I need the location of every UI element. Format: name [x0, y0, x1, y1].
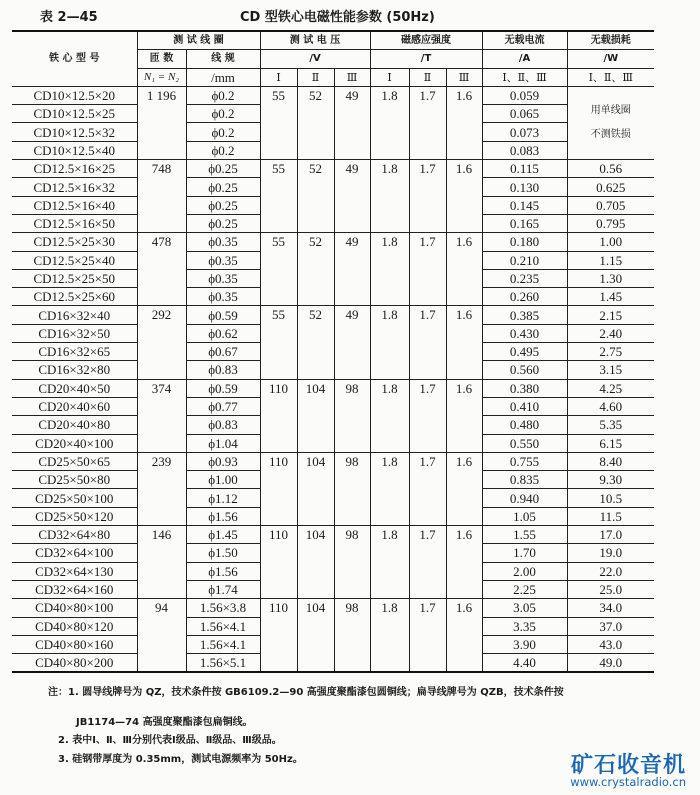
cell-wire-gauge: ϕ0.2	[186, 141, 260, 159]
cell-noload-loss: 19.0	[567, 544, 654, 562]
cell-noload-current: 0.145	[482, 196, 567, 214]
cell-noload-loss: 34.0	[567, 599, 654, 617]
cell-voltage-grade-1: 110	[260, 599, 297, 673]
cell-voltage-grade-3: 49	[334, 233, 370, 306]
cell-core-model: CD10×12.5×20	[12, 86, 137, 104]
header-b-grade-1: Ⅰ	[370, 68, 409, 86]
cell-wire-gauge: ϕ0.2	[186, 123, 260, 141]
cell-voltage-grade-2: 52	[297, 86, 334, 159]
cell-noload-current: 1.70	[482, 544, 567, 562]
cell-noload-loss: 22.0	[567, 562, 654, 580]
header-loss-unit: /W	[567, 50, 654, 68]
cell-noload-loss: 2.75	[567, 343, 654, 361]
cell-wire-gauge: ϕ0.35	[186, 233, 260, 251]
cell-core-model: CD12.5×16×32	[12, 178, 137, 196]
cell-noload-current: 4.40	[482, 654, 567, 673]
cell-wire-gauge: 1.56×5.1	[186, 654, 260, 673]
cell-noload-loss: 0.56	[567, 160, 654, 178]
cell-core-model: CD12.5×25×30	[12, 233, 137, 251]
cell-core-model: CD12.5×16×40	[12, 196, 137, 214]
cell-core-model: CD25×50×100	[12, 489, 137, 507]
cell-noload-loss: 0.705	[567, 196, 654, 214]
cell-voltage-grade-2: 104	[297, 452, 334, 525]
cell-core-model: CD12.5×25×60	[12, 288, 137, 306]
cell-wire-gauge: 1.56×4.1	[186, 617, 260, 635]
cell-turns: 1 196	[137, 86, 186, 159]
cell-wire-gauge: ϕ0.59	[186, 306, 260, 324]
cell-voltage-grade-2: 52	[297, 160, 334, 233]
cell-voltage-grade-2: 52	[297, 306, 334, 379]
watermark-logo: 矿石收音机	[570, 753, 686, 778]
cell-noload-current: 0.940	[482, 489, 567, 507]
cell-noload-current: 0.065	[482, 105, 567, 123]
note-2: 2. 表中Ⅰ、Ⅱ、Ⅲ分别代表Ⅰ级品、Ⅱ级品、Ⅲ级品。	[58, 735, 282, 746]
table-row	[12, 233, 654, 251]
cell-noload-loss: 3.15	[567, 361, 654, 379]
table-row	[12, 526, 654, 544]
header-current-unit: /A	[482, 50, 567, 68]
cell-voltage-grade-1: 55	[260, 306, 297, 379]
header-current: 无载电流	[482, 31, 567, 50]
header-turns-sub: N₁ = N₂	[137, 68, 186, 86]
cell-wire-gauge: ϕ0.77	[186, 397, 260, 415]
cell-noload-loss: 2.15	[567, 306, 654, 324]
cell-wire-gauge: ϕ0.25	[186, 196, 260, 214]
cell-voltage-grade-3: 98	[334, 599, 370, 673]
cell-noload-current: 0.235	[482, 269, 567, 287]
cell-voltage-grade-2: 104	[297, 379, 334, 452]
cell-noload-current: 0.380	[482, 379, 567, 397]
cell-flux-grade-1: 1.8	[370, 233, 409, 306]
cell-turns: 146	[137, 526, 186, 599]
cell-noload-loss: 37.0	[567, 617, 654, 635]
cell-wire-gauge: ϕ0.59	[186, 379, 260, 397]
cell-flux-grade-2: 1.7	[409, 306, 446, 379]
cell-flux-grade-1: 1.8	[370, 599, 409, 673]
cell-noload-current: 0.073	[482, 123, 567, 141]
cell-noload-loss: 25.0	[567, 580, 654, 598]
cell-noload-loss-note: 用单线圈 不测铁损	[567, 86, 654, 159]
cell-noload-current: 1.05	[482, 507, 567, 525]
header-v-grade-2: Ⅱ	[297, 68, 334, 86]
cell-flux-grade-3: 1.6	[446, 379, 482, 452]
cell-noload-loss: 4.25	[567, 379, 654, 397]
cell-voltage-grade-3: 98	[334, 526, 370, 599]
cell-noload-current: 0.083	[482, 141, 567, 159]
cell-voltage-grade-3: 49	[334, 306, 370, 379]
table-row	[12, 160, 654, 178]
cell-wire-gauge: ϕ1.56	[186, 562, 260, 580]
cell-noload-loss: 10.5	[567, 489, 654, 507]
cell-turns: 94	[137, 599, 186, 673]
cell-wire-gauge: ϕ0.35	[186, 269, 260, 287]
cell-wire-gauge: ϕ0.2	[186, 105, 260, 123]
cell-noload-current: 0.755	[482, 452, 567, 470]
cell-core-model: CD32×64×160	[12, 580, 137, 598]
cell-flux-grade-3: 1.6	[446, 160, 482, 233]
header-wire: 线 规	[186, 50, 260, 68]
cell-noload-loss: 43.0	[567, 635, 654, 653]
header-v-grade-3: Ⅲ	[334, 68, 370, 86]
cell-wire-gauge: ϕ0.83	[186, 416, 260, 434]
cell-wire-gauge: ϕ1.50	[186, 544, 260, 562]
cell-wire-gauge: 1.56×4.1	[186, 635, 260, 653]
cell-voltage-grade-1: 55	[260, 86, 297, 159]
cell-noload-loss: 11.5	[567, 507, 654, 525]
cell-core-model: CD12.5×16×50	[12, 214, 137, 232]
cell-core-model: CD25×50×65	[12, 452, 137, 470]
cell-wire-gauge: ϕ1.00	[186, 471, 260, 489]
header-test-coil: 测 试 线 圈	[137, 31, 260, 50]
cell-voltage-grade-2: 52	[297, 233, 334, 306]
cell-wire-gauge: ϕ0.93	[186, 452, 260, 470]
table-row	[12, 452, 654, 470]
cell-noload-loss: 0.625	[567, 178, 654, 196]
cell-core-model: CD16×32×65	[12, 343, 137, 361]
cell-noload-loss: 1.00	[567, 233, 654, 251]
cell-core-model: CD10×12.5×40	[12, 141, 137, 159]
cell-noload-current: 1.55	[482, 526, 567, 544]
watermark-url: www.crystalradio.cn	[570, 775, 686, 789]
cell-noload-current: 0.480	[482, 416, 567, 434]
cell-flux-grade-3: 1.6	[446, 306, 482, 379]
cell-core-model: CD10×12.5×32	[12, 123, 137, 141]
cell-flux-grade-1: 1.8	[370, 86, 409, 159]
cell-wire-gauge: 1.56×3.8	[186, 599, 260, 617]
note-1-continued: JB1174—74 高强度聚酯漆包扁铜线。	[76, 717, 253, 728]
cell-noload-loss: 6.15	[567, 434, 654, 452]
cell-turns: 478	[137, 233, 186, 306]
header-flux: 磁感应强度	[370, 31, 482, 50]
cell-voltage-grade-1: 55	[260, 160, 297, 233]
cell-voltage-grade-2: 104	[297, 526, 334, 599]
cell-wire-gauge: ϕ0.35	[186, 251, 260, 269]
cell-flux-grade-2: 1.7	[409, 86, 446, 159]
cell-noload-loss: 1.30	[567, 269, 654, 287]
cell-core-model: CD40×80×200	[12, 654, 137, 673]
cell-core-model: CD20×40×60	[12, 397, 137, 415]
cell-noload-loss: 1.15	[567, 251, 654, 269]
table-caption	[0, 4, 700, 24]
cell-core-model: CD40×80×120	[12, 617, 137, 635]
cell-flux-grade-1: 1.8	[370, 452, 409, 525]
table-row	[12, 379, 654, 397]
cell-voltage-grade-3: 49	[334, 160, 370, 233]
cell-noload-current: 3.35	[482, 617, 567, 635]
cell-voltage-grade-1: 110	[260, 379, 297, 452]
cell-turns: 292	[137, 306, 186, 379]
header-voltage-unit: /V	[260, 50, 370, 68]
cell-noload-loss: 4.60	[567, 397, 654, 415]
header-loss-grades: Ⅰ、Ⅱ、Ⅲ	[567, 68, 654, 86]
cell-voltage-grade-3: 98	[334, 379, 370, 452]
cell-wire-gauge: ϕ1.45	[186, 526, 260, 544]
cell-flux-grade-1: 1.8	[370, 306, 409, 379]
note-1: 注：1. 圆导线牌号为 QZ，技术条件按 GB6109.2—90 高强度聚酯漆包圆铜线；扁导线牌号为 QZB，技术条件按	[48, 687, 564, 698]
cell-wire-gauge: ϕ1.12	[186, 489, 260, 507]
cell-flux-grade-1: 1.8	[370, 526, 409, 599]
cell-noload-current: 3.90	[482, 635, 567, 653]
cell-core-model: CD16×32×40	[12, 306, 137, 324]
cell-noload-loss: 49.0	[567, 654, 654, 673]
cell-core-model: CD16×32×50	[12, 324, 137, 342]
core-parameters-table	[12, 30, 654, 673]
cell-flux-grade-3: 1.6	[446, 86, 482, 159]
header-current-grades: Ⅰ、Ⅱ、Ⅲ	[482, 68, 567, 86]
cell-noload-current: 0.550	[482, 434, 567, 452]
cell-core-model: CD20×40×80	[12, 416, 137, 434]
table-header	[12, 31, 654, 86]
cell-noload-loss: 0.795	[567, 214, 654, 232]
cell-voltage-grade-1: 55	[260, 233, 297, 306]
header-wire-unit: /mm	[186, 68, 260, 86]
cell-voltage-grade-1: 110	[260, 526, 297, 599]
cell-noload-current: 0.165	[482, 214, 567, 232]
header-v-grade-1: Ⅰ	[260, 68, 297, 86]
cell-noload-current: 3.05	[482, 599, 567, 617]
cell-core-model: CD32×64×130	[12, 562, 137, 580]
cell-noload-current: 2.25	[482, 580, 567, 598]
cell-wire-gauge: ϕ0.25	[186, 214, 260, 232]
cell-wire-gauge: ϕ0.2	[186, 86, 260, 104]
cell-flux-grade-3: 1.6	[446, 233, 482, 306]
cell-core-model: CD20×40×50	[12, 379, 137, 397]
cell-voltage-grade-3: 49	[334, 86, 370, 159]
cell-voltage-grade-3: 98	[334, 452, 370, 525]
cell-noload-current: 0.130	[482, 178, 567, 196]
cell-noload-loss: 1.45	[567, 288, 654, 306]
cell-noload-loss: 9.30	[567, 471, 654, 489]
cell-turns: 374	[137, 379, 186, 452]
cell-flux-grade-2: 1.7	[409, 379, 446, 452]
cell-core-model: CD12.5×25×50	[12, 269, 137, 287]
table-row	[12, 86, 654, 104]
table-number: 表 2—45	[40, 10, 98, 25]
header-voltage: 测 试 电 压	[260, 31, 370, 50]
cell-wire-gauge: ϕ0.67	[186, 343, 260, 361]
header-loss: 无载损耗	[567, 31, 654, 50]
cell-voltage-grade-1: 110	[260, 452, 297, 525]
cell-noload-current: 0.835	[482, 471, 567, 489]
table-row	[12, 599, 654, 617]
cell-wire-gauge: ϕ1.74	[186, 580, 260, 598]
header-core-type: 铁 心 型 号	[12, 31, 137, 86]
cell-flux-grade-2: 1.7	[409, 160, 446, 233]
table-row	[12, 306, 654, 324]
cell-wire-gauge: ϕ0.25	[186, 178, 260, 196]
cell-noload-loss: 5.35	[567, 416, 654, 434]
header-flux-unit: /T	[370, 50, 482, 68]
cell-core-model: CD40×80×100	[12, 599, 137, 617]
cell-noload-current: 0.260	[482, 288, 567, 306]
cell-voltage-grade-2: 104	[297, 599, 334, 673]
cell-flux-grade-3: 1.6	[446, 599, 482, 673]
cell-flux-grade-2: 1.7	[409, 526, 446, 599]
cell-noload-loss: 17.0	[567, 526, 654, 544]
table-title: CD 型铁心电磁性能参数 (50Hz)	[240, 10, 435, 25]
cell-flux-grade-1: 1.8	[370, 160, 409, 233]
cell-noload-current: 0.495	[482, 343, 567, 361]
cell-flux-grade-2: 1.7	[409, 233, 446, 306]
cell-flux-grade-2: 1.7	[409, 452, 446, 525]
cell-core-model: CD16×32×80	[12, 361, 137, 379]
cell-core-model: CD25×50×120	[12, 507, 137, 525]
cell-wire-gauge: ϕ0.83	[186, 361, 260, 379]
cell-flux-grade-3: 1.6	[446, 526, 482, 599]
cell-core-model: CD20×40×100	[12, 434, 137, 452]
cell-core-model: CD12.5×25×40	[12, 251, 137, 269]
note-3: 3. 硅钢带厚度为 0.35mm，测试电源频率为 50Hz。	[58, 754, 303, 765]
cell-noload-current: 0.385	[482, 306, 567, 324]
cell-wire-gauge: ϕ0.62	[186, 324, 260, 342]
cell-core-model: CD25×50×80	[12, 471, 137, 489]
cell-flux-grade-2: 1.7	[409, 599, 446, 673]
cell-turns: 748	[137, 160, 186, 233]
cell-core-model: CD10×12.5×25	[12, 105, 137, 123]
cell-noload-current: 0.115	[482, 160, 567, 178]
cell-core-model: CD40×80×160	[12, 635, 137, 653]
cell-core-model: CD12.5×16×25	[12, 160, 137, 178]
cell-wire-gauge: ϕ1.56	[186, 507, 260, 525]
cell-core-model: CD32×64×100	[12, 544, 137, 562]
cell-noload-current: 0.210	[482, 251, 567, 269]
cell-noload-current: 0.560	[482, 361, 567, 379]
table-body	[12, 86, 654, 672]
cell-flux-grade-3: 1.6	[446, 452, 482, 525]
cell-noload-loss: 8.40	[567, 452, 654, 470]
cell-core-model: CD32×64×80	[12, 526, 137, 544]
cell-noload-current: 0.180	[482, 233, 567, 251]
cell-noload-current: 0.410	[482, 397, 567, 415]
header-turns: 匝 数	[137, 50, 186, 68]
cell-wire-gauge: ϕ0.35	[186, 288, 260, 306]
cell-wire-gauge: ϕ0.25	[186, 160, 260, 178]
cell-noload-current: 0.430	[482, 324, 567, 342]
header-b-grade-3: Ⅲ	[446, 68, 482, 86]
cell-turns: 239	[137, 452, 186, 525]
cell-flux-grade-1: 1.8	[370, 379, 409, 452]
cell-wire-gauge: ϕ1.04	[186, 434, 260, 452]
cell-noload-current: 2.00	[482, 562, 567, 580]
cell-noload-current: 0.059	[482, 86, 567, 104]
header-b-grade-2: Ⅱ	[409, 68, 446, 86]
cell-noload-loss: 2.40	[567, 324, 654, 342]
